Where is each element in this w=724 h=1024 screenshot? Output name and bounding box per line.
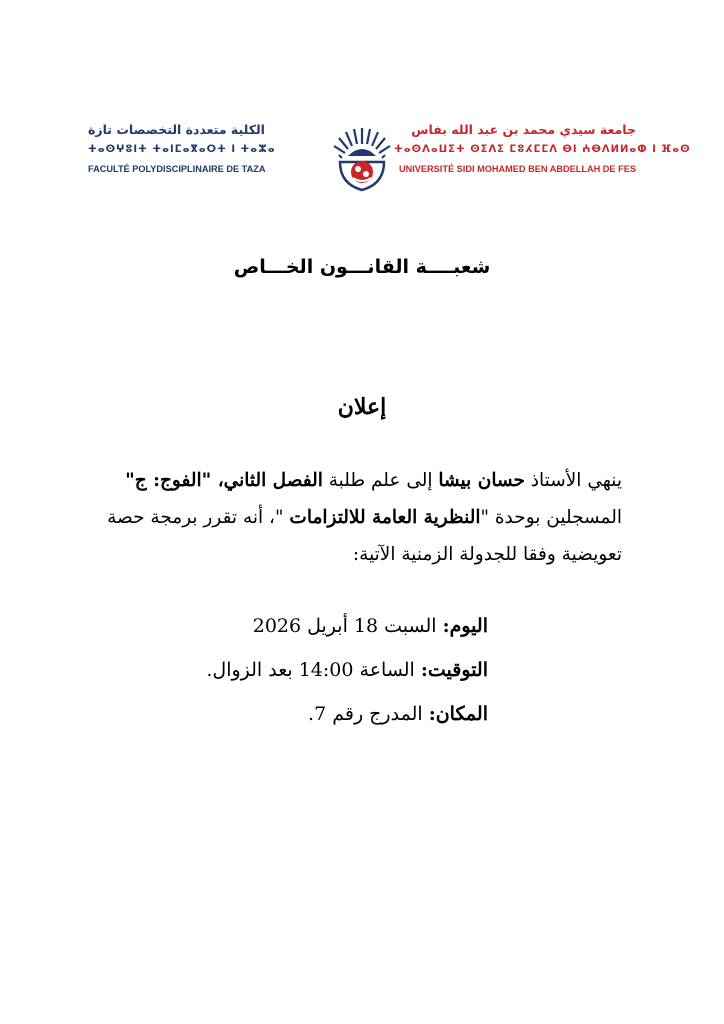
announcement-body [100,462,622,573]
letterhead [88,122,691,202]
university-emblem-icon [326,122,398,194]
day-label: اليوم: [442,615,488,637]
day-row [100,604,488,648]
university-block [394,122,691,176]
body-text: إلى علم طلبة [322,470,439,491]
body-text: المسجلين بوحدة " [480,507,622,528]
day-value: السبت 18 أبريل 2026 [252,615,443,637]
place-label: المكان: [428,703,488,725]
place-value: المدرج رقم 7. [308,703,429,725]
body-line-3: تعويضية وفقا للجدولة الزمنية الآتية: [352,544,622,565]
time-label: التوقيت: [420,659,488,681]
schedule-details [100,604,488,736]
body-text: "، أنه تقرر برمجة حصة [107,507,290,528]
announcement-title: إعلان [337,394,387,420]
professor-name: حسان بيشا [438,470,525,491]
body-text: ، " [201,470,224,491]
body-line-2 [100,499,622,536]
university-name-arabic: جامعة سيدي محمد بن عبد الله بفاس [411,122,636,137]
faculty-name-french: FACULTÉ POLYDISCIPLINAIRE DE TAZA [88,164,266,174]
department-heading: شعبــــة القانـــون الخـــاص [233,256,491,278]
semester: الفصل الثاني [223,470,323,491]
faculty-name-tifinagh: ⵜⴰⵙⵖⵓⵏⵜ ⵜⴰⵏⵎⴰⴳⴰⵔⵜ ⵏ ⵜⴰⵣⴰ [88,144,276,155]
place-row [100,692,488,736]
time-value: الساعة 14:00 بعد الزوال. [206,659,421,681]
university-name-french: UNIVERSITÉ SIDI MOHAMED BEN ABDELLAH DE FES [398,164,636,174]
body-text: " [125,470,135,491]
module-name: النظرية العامة للالتزامات [289,507,481,528]
faculty-block [88,122,328,176]
body-text: ينهي الأستاذ [524,470,622,491]
faculty-name-arabic: الكلية متعددة التخصصات تازة [88,122,265,137]
university-name-tifinagh: ⵜⴰⵙⴷⴰⵡⵉⵜ ⵙⵉⴷⵉ ⵎⵓⵃⵎⵎⴷ ⴱⵏ ⵄⴱⴷⵍⵍⴰⵀ ⵏ ⴼⴰⵙ [394,144,691,155]
body-line-1 [100,462,622,499]
time-row [100,648,488,692]
group: الفوج: ج [134,470,202,491]
